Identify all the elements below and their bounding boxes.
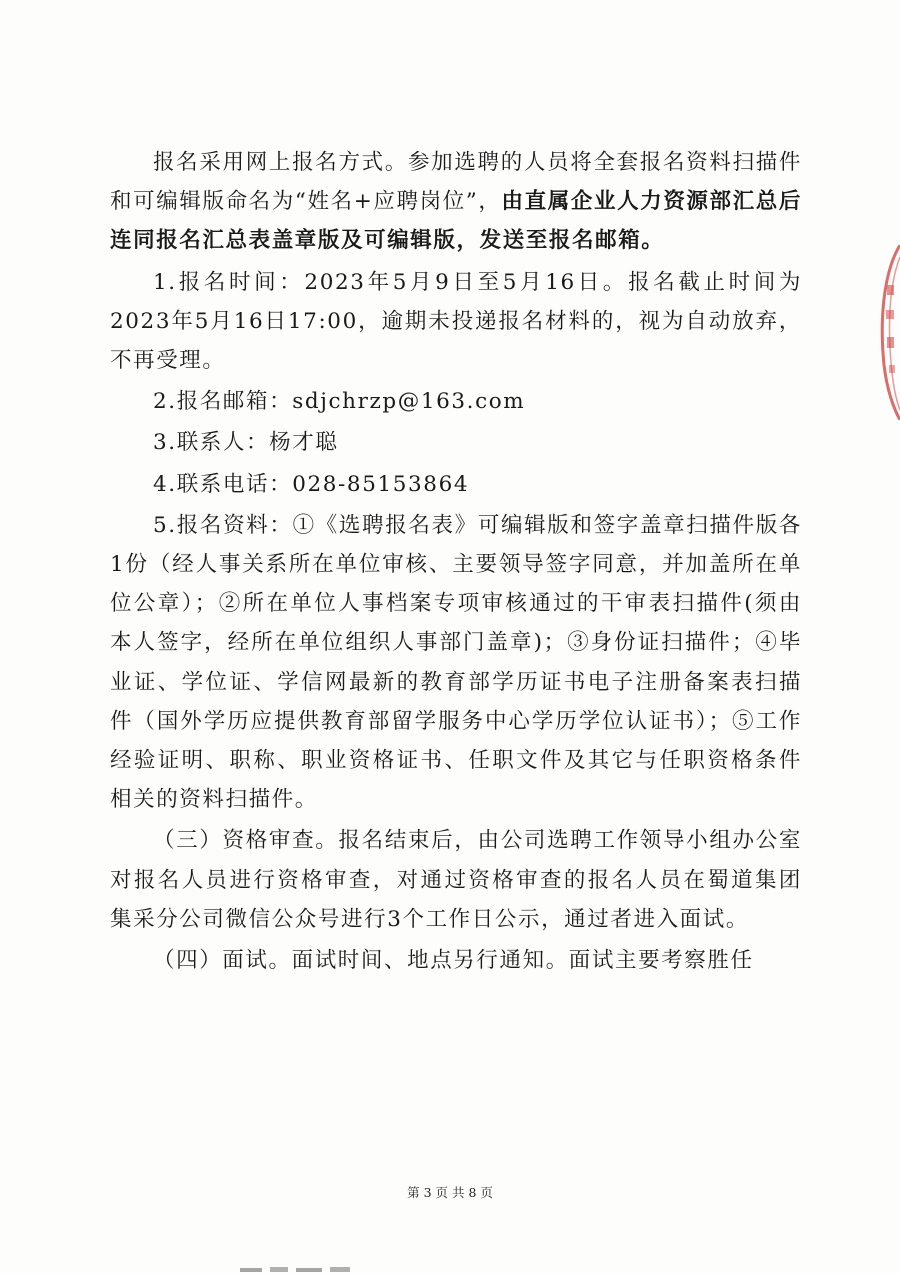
paragraph-registration-method [110,143,802,261]
paragraph-registration-time: 1.报名时间：2023年5月9日至5月16日。报名截止时间为2023年5月16日17:00，逾期未投递报名材料的，视为自动放弃，不再受理。 [110,269,802,374]
paragraph-qualification-review: （三）资格审查。报名结束后，由公司选聘工作领导小组办公室对报名人员进行资格审查，对通过资格审查的报名人员在蜀道集团集采分公司微信公众号进行3个工作日公示，通过者进入面试。 [110,828,802,932]
red-seal-edge [878,245,900,420]
paragraph-registration-materials: 5.报名资料：①《选聘报名表》可编辑版和签字盖章扫描件版各1份（经人事关系所在单位审核、主要领导签字同意，并加盖所在单位公章）；②所在单位人事档案专项审核通过的干审表扫描件(须由本人签字，经所在单位组织人事部门盖章)；③身份证扫描件；④毕业证、学位证、学信网最新的教育部学历证书电子注册备案表扫描件（国外学历应提供教育部留学服务中心学历学位认证书）；⑤工作经验证明、职称、职业资格证书、任职文件及其它与任职资格条件相关的资料扫描件。 [110,512,802,813]
document-body [110,143,802,980]
paragraph-registration-email: 2.报名邮箱：sdjchrzp@163.com [153,389,526,415]
paragraph-contact-phone: 4.联系电话：028-85153864 [153,471,470,497]
paragraph-interview: （四）面试。面试时间、地点另行通知。面试主要考察胜任 [153,948,754,974]
paragraph-contact-person: 3.联系人：杨才聪 [153,430,339,456]
paragraph-bold-text: 由直属企业人力资源部汇总后连同报名汇总表盖章版及可编辑版，发送至报名邮箱。 [110,189,802,254]
page-number-footer: 第 3 页 共 8 页 [407,1185,493,1200]
scan-artifact-marks [240,1259,360,1273]
paragraph-text: 报名采用网上报名方式。参加选聘的人员将全套报名资料扫描件和可编辑版命名为“姓名+应聘岗位”， [110,150,802,215]
